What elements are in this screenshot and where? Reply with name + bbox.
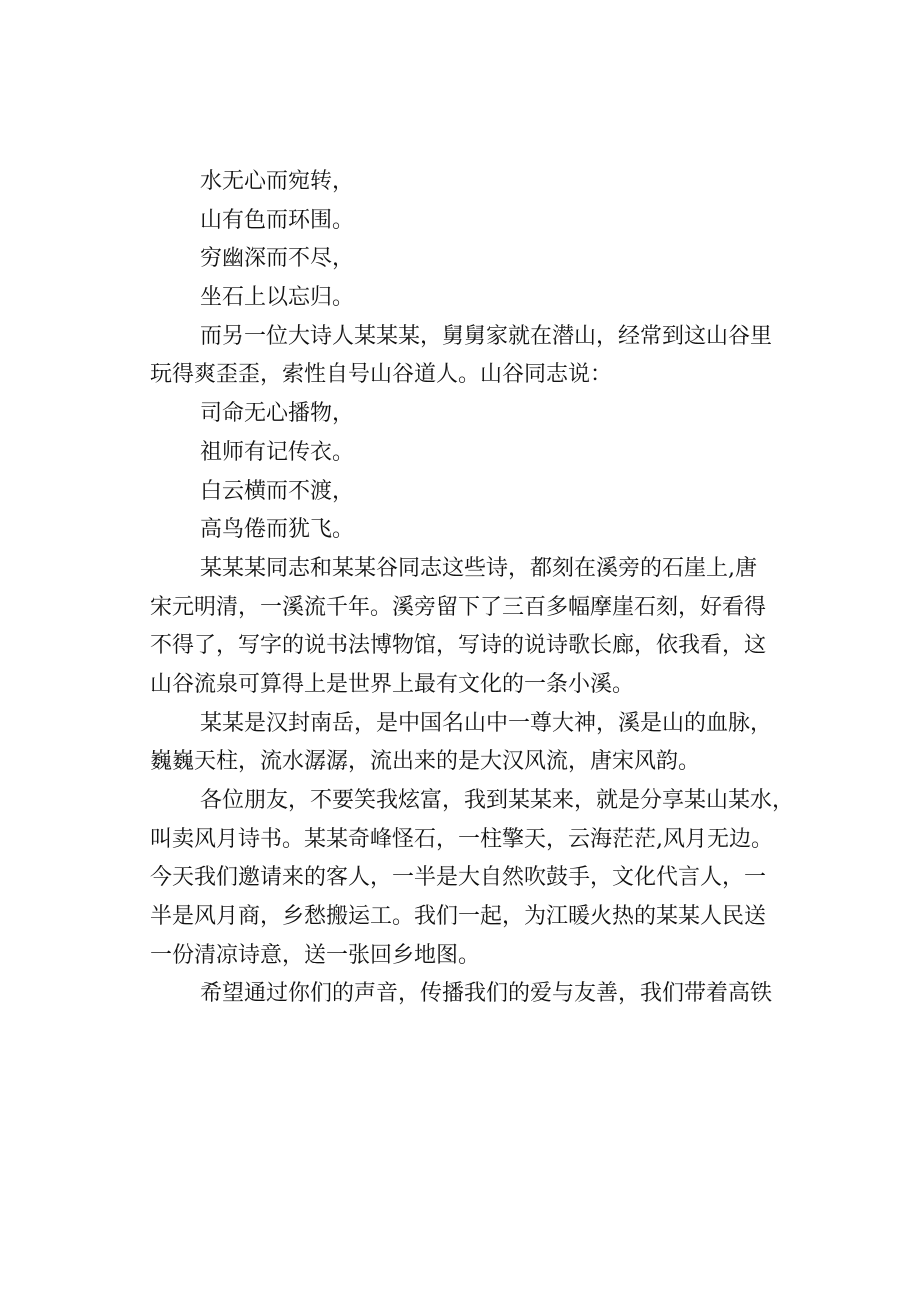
poem-line: 祖师有记传衣。 xyxy=(200,439,355,465)
paragraph-line: 某某是汉封南岳，是中国名山中一尊大神，溪是山的血脉， xyxy=(200,710,773,736)
paragraph-3 xyxy=(150,705,810,782)
paragraph-line: 某某某同志和某某谷同志这些诗，都刻在溪旁的石崖上,唐 xyxy=(200,555,757,581)
paragraph-line: 宋元明清，一溪流千年。溪旁留下了三百多幅摩崖石刻，好看得 xyxy=(150,594,767,620)
paragraph-line: 山谷流泉可算得上是世界上最有文化的一条小溪。 xyxy=(150,671,635,697)
paragraph-line: 而另一位大诗人某某某，舅舅家就在潜山，经常到这山谷里 xyxy=(200,323,773,349)
poem-line: 水无心而宛转， xyxy=(200,169,355,194)
poem-line: 坐石上以忘归。 xyxy=(200,285,355,311)
paragraph-line: 叫卖风月诗书。某某奇峰怪石，一柱擎天，云海茫茫,风月无边。 xyxy=(150,826,773,852)
poem-line: 穷幽深而不尽， xyxy=(200,246,355,272)
poem-line: 山有色而环围。 xyxy=(200,207,355,233)
paragraph-line: 一份清凉诗意，送一张回乡地图。 xyxy=(150,942,481,968)
paragraph-line: 希望通过你们的声音，传播我们的爱与友善，我们带着高铁 xyxy=(200,981,773,1007)
poem-line: 白云横而不渡， xyxy=(200,478,355,504)
paragraph-line: 不得了，写字的说书法博物馆，写诗的说诗歌长廊，依我看，这 xyxy=(150,633,767,659)
paragraph-2 xyxy=(150,550,810,705)
poem-stanza-2 xyxy=(150,395,810,550)
paragraph-line: 巍巍天柱，流水潺潺，流出来的是大汉风流，唐宋风韵。 xyxy=(150,749,701,775)
paragraph-line: 各位朋友，不要笑我炫富，我到某某来，就是分享某山某水， xyxy=(200,788,795,813)
poem-line: 司命无心播物， xyxy=(200,401,355,427)
paragraph-line: 玩得爽歪歪，索性自号山谷道人。山谷同志说： xyxy=(150,362,613,388)
paragraph-4 xyxy=(150,782,810,975)
document-page xyxy=(150,163,810,1014)
paragraph-1 xyxy=(150,318,810,395)
poem-stanza-1 xyxy=(150,163,810,318)
paragraph-line: 今天我们邀请来的客人，一半是大自然吹鼓手，文化代言人，一 xyxy=(150,865,767,891)
paragraph-5 xyxy=(150,975,810,1014)
poem-line: 高鸟倦而犹飞。 xyxy=(200,517,355,543)
paragraph-line: 半是风月商，乡愁搬运工。我们一起，为江暖火热的某某人民送 xyxy=(150,904,767,930)
